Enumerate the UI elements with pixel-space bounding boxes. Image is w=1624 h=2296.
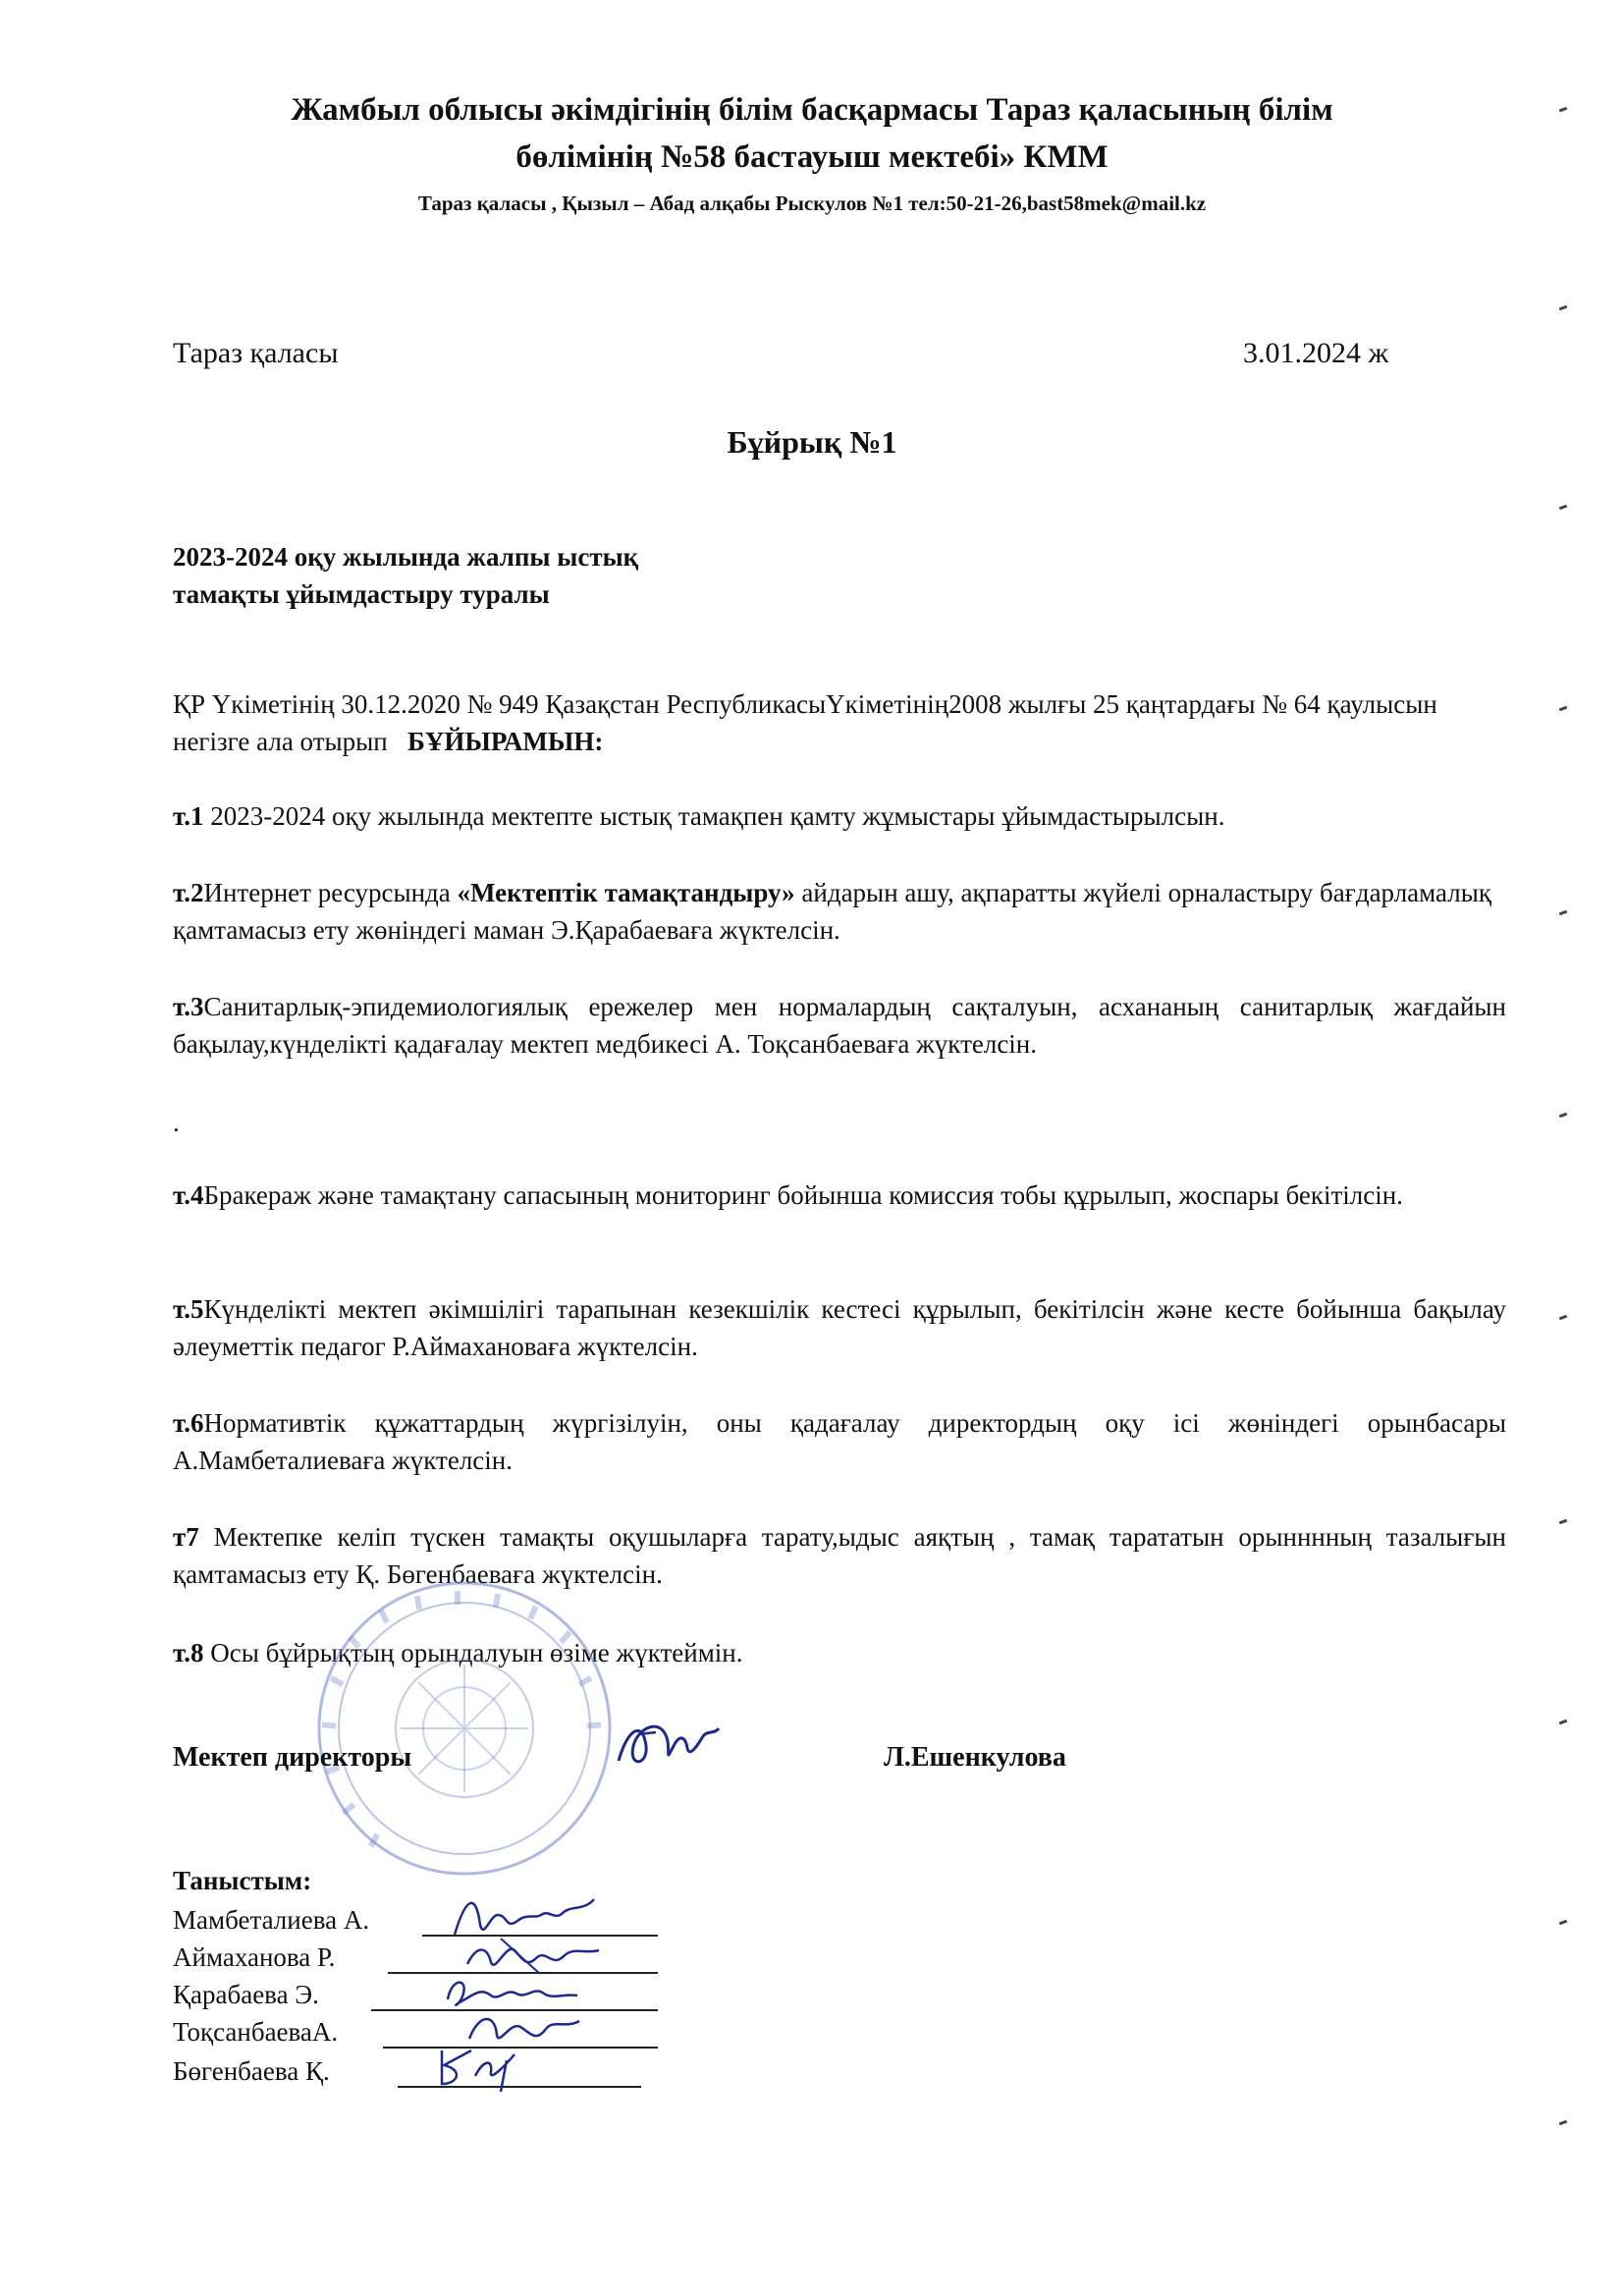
order-subject: 2023-2024 оқу жылында жалпы ыстық тамақты ұйымдастыру туралы [173,542,639,609]
item-3 [173,988,1506,1063]
item-bold-text: «Мектептік тамақтандыру» [457,878,795,907]
org-header-line-1: Жамбыл облысы әкімдігінің білім басқармасы Тараз қаласының білім [291,92,1333,128]
scan-speck [1559,1720,1568,1725]
item-text: айдарын ашу, ақпаратты жүйелі орналастыру бағдарламалық қамтамасыз ету жөніндегі маман Э.Қарабаеваға жүктелсін. [173,878,1492,945]
item-text: Күнделікті мектеп әкімшілігі тарапынан кезекшілік кестесі құрылып, бекітілсін және кесте бойынша бақылау әлеуметтік педагог Р.Аймахановаға жүктелсін. [173,1294,1506,1361]
scan-speck [1559,706,1568,712]
scan-speck [1559,1315,1568,1321]
ack-person-name: Қарабаева Э. [173,1980,319,2009]
document-date: 3.01.2024 ж [1243,337,1389,369]
scan-speck [1559,910,1568,916]
item-3-trailing: . [173,1108,180,1137]
place: Тараз қаласы [173,337,339,369]
director-signature [609,1707,727,1785]
item-text: Мектепке келіп түскен тамақты оқушыларға тарату,ыдыс аяқтың , тамақ тарататын орынннның тазалығын қамтамасыз ету Қ. Бөгенбаеваға жүктелсін. [173,1522,1506,1589]
item-1 [173,797,1506,835]
signature-name: Л.Ешенкулова [884,1742,1066,1773]
org-header-line-2: бөлімінің №58 бастауыш мектебі» КММ [515,139,1109,175]
scan-speck [1559,1920,1568,1926]
item-text: Интернет ресурсында [203,878,458,907]
ack-row [173,1939,335,1976]
ack-person-name: Бөгенбаева Қ. [173,2056,330,2086]
scan-speck [1559,305,1568,311]
ack-row [173,1901,369,1939]
acknowledgment-title: Таныстым: [173,1866,312,1895]
item-2 [173,874,1506,949]
ack-row [173,2052,330,2090]
ack-person-name: Мамбеталиева А. [173,1905,370,1935]
official-stamp [312,1576,617,1881]
scan-speck [1559,505,1568,511]
ack-row [173,2013,338,2050]
item-number: т7 [173,1522,199,1552]
order-title: Бұйрық №1 [727,424,897,460]
item-number: т.6 [173,1408,204,1438]
ack-person-name: ТоқсанбаеваА. [173,2017,339,2047]
preamble-text: ҚР Үкіметінің 30.12.2020 № 949 Қазақстан РеспубликасыҮкіметінің2008 жылғы 25 қаңтардағы № 64 қаулысын негізге ала отырып [173,689,1437,756]
ack-person-name: Аймаханова Р. [173,1942,336,1972]
item-text: Санитарлық-эпидемиологиялық ережелер мен нормалардың сақталуын, асхананың санитарлық жағдайын бақылау,күнделікті қадағалау мектеп медбикесі А. Тоқсанбаеваға жүктелсін. [173,992,1506,1059]
signature-role: Мектеп директоры [173,1742,412,1773]
scan-speck [1559,1519,1568,1525]
item-number: т.2 [173,878,204,907]
item-text: Бракераж және тамақтану сапасының мониторинг бойынша комиссия тобы құрылып, жоспары бекітілсін. [203,1180,1403,1210]
item-number: т.3 [173,992,204,1021]
item-text: 2023-2024 оқу жылында мектепте ыстық тамақпен қамту жұмыстары ұйымдастырылсын. [203,801,1225,831]
preamble [173,685,1506,760]
ack-row [173,1976,319,2013]
ack-signature [432,2037,560,2096]
scan-speck [1559,2120,1568,2126]
item-number: т.8 [173,1638,204,1667]
item-5 [173,1290,1506,1365]
preamble-emphasis: БҰЙЫРАМЫН: [406,727,604,756]
org-address: Тараз қаласы , Қызыл – Абад алқабы Рыскулов №1 тел:50-21-26,bast58mek@mail.kz [417,191,1207,215]
item-text: Нормативтік құжаттардың жүргізілуін, оны қадағалау директордың оқу ісі жөніндегі орынбасары А.Мамбеталиеваға жүктелсін. [173,1408,1506,1475]
item-text: Осы бұйрықтың орындалуын өзіме жүктеймін. [203,1638,743,1667]
item-number: т.5 [173,1294,204,1324]
item-4 [173,1176,1506,1214]
item-number: т.4 [173,1180,204,1210]
item-6 [173,1404,1506,1479]
scan-speck [1559,1113,1568,1119]
item-number: т.1 [173,801,204,831]
